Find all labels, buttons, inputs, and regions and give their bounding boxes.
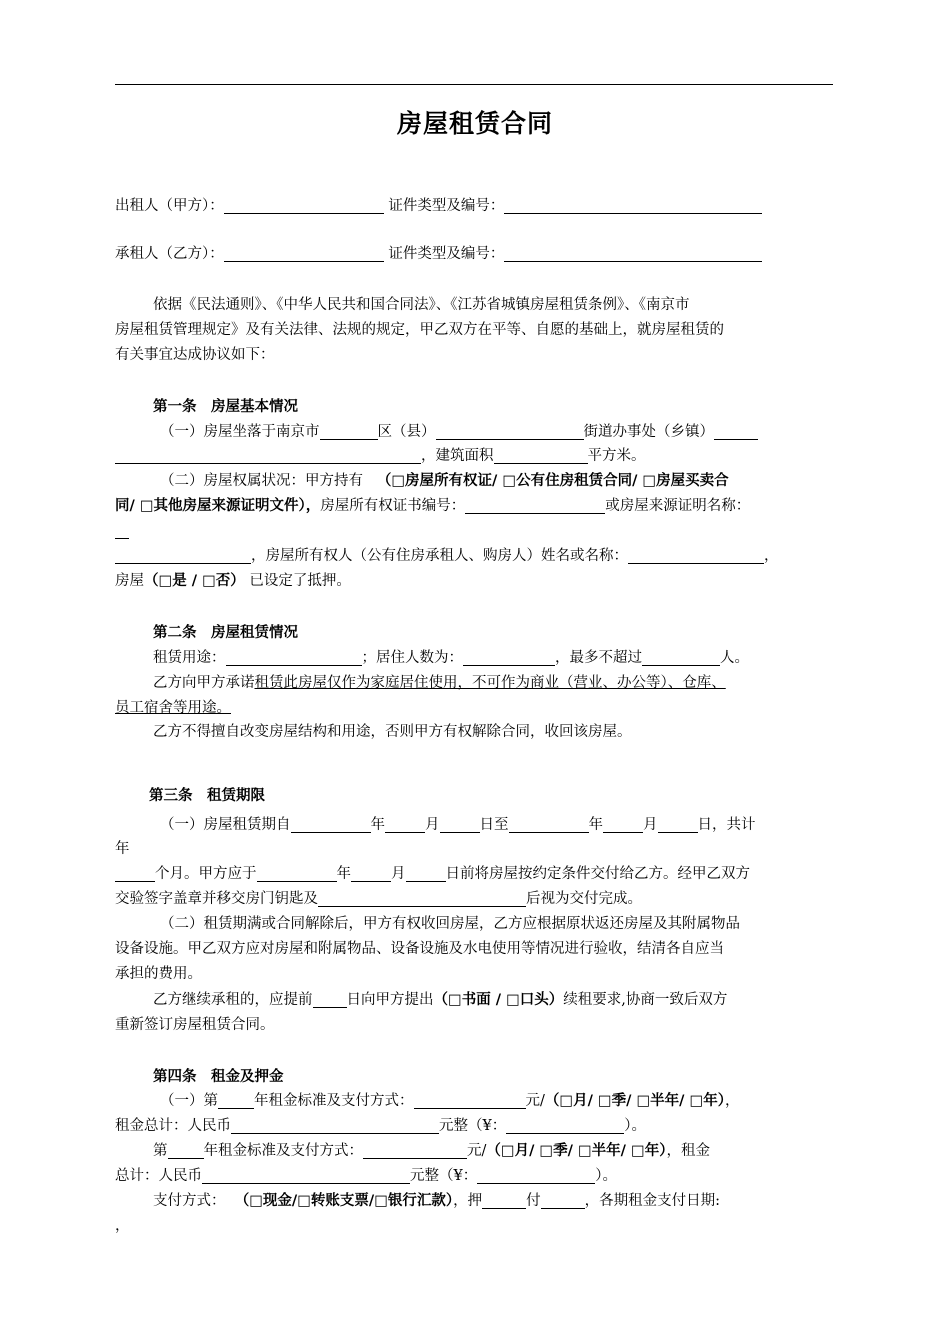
text: 元整（¥： [439,1118,507,1134]
a3-renew-line-2: 重新签订房屋租赁合同。 [115,1017,275,1033]
street-office-field[interactable] [436,423,584,440]
text: ）。 [624,1118,646,1134]
a2-promise-line [153,673,875,693]
a4-total-line-2 [115,1166,837,1186]
text: 人。 [720,650,749,666]
text: 续租要求,协商一致后双方 [563,992,728,1008]
source-name-field-start[interactable] [115,522,129,539]
a4-total-line-1 [115,1116,837,1136]
text: 年 [588,817,603,833]
article-2-heading: 第二条 房屋租赁情况 [153,625,298,641]
max-residents-field[interactable] [642,649,720,666]
intro-line: 有关事宜达成协议如下： [115,347,275,363]
start-month-field[interactable] [385,816,425,833]
text: 日至 [479,817,509,833]
a1-area-line [115,446,837,466]
text: 租金总计：人民币 [115,1118,231,1134]
certificate-number-field[interactable] [465,497,605,514]
a4-rent-line-1 [160,1091,882,1111]
start-year-field[interactable] [291,816,371,833]
a4-rent-line-2 [153,1141,875,1161]
rent-amount-2-field[interactable] [363,1142,467,1159]
mortgage-options[interactable]: （□是 / □否） [144,573,245,589]
text: ，最多不超过 [555,650,642,666]
rent-amount-1-field[interactable] [414,1092,526,1109]
text: 已设定了抵押。 [249,573,351,589]
text: ，租金 [666,1143,710,1159]
text: （一）房屋租赁期自 [160,817,291,833]
rent-total-1-field[interactable] [231,1117,439,1134]
promise-text: 租赁此房屋仅作为家庭居住使用，不可作为商业（营业、办公等）、仓库、 [254,675,726,691]
text: 或房屋来源证明名称： [605,498,751,514]
rent-period-options[interactable]: （□月/ □季/ □半年/ □年） [544,1093,725,1109]
end-year-field[interactable] [509,816,589,833]
ownership-options[interactable]: 同/ □其他房屋来源证明文件）， [115,498,321,514]
text: （一）第 [160,1093,218,1109]
text: 房屋 [115,573,144,589]
document-title: 房屋租赁合同 [396,109,553,138]
rent-period-options[interactable]: （□月/ □季/ □半年/ □年） [486,1143,667,1159]
lessee-line [115,244,837,264]
a3-delivery-line [115,864,837,884]
lessee-id-label: 证件类型及编号： [388,246,505,262]
pay-months-field[interactable] [541,1192,585,1209]
text: 日，共计 [697,817,756,833]
start-day-field[interactable] [440,816,480,833]
lessee-name-field[interactable] [224,245,384,262]
text: 年 [336,866,351,882]
a4-last-line: ， [115,1218,130,1234]
intro-line: 依据《民法通则》、《中华人民共和国合同法》、《江苏省城镇房屋租赁条例》、《南京市 [153,297,690,313]
text: 月 [391,866,406,882]
text: 元/ [525,1093,545,1109]
lessor-id-label: 证件类型及编号： [388,198,505,214]
text: 支付方式： [153,1193,226,1209]
text: 年 [370,817,385,833]
renew-method-options[interactable]: （□书面 / □口头） [433,992,564,1008]
lessee-label: 承租人（乙方）： [115,246,224,262]
text: ，各期租金支付日期: [584,1193,721,1209]
text: 交验签字盖章并移交房门钥匙及 [115,891,318,907]
text: ，建筑面积 [421,448,494,464]
months-field[interactable] [115,865,155,882]
text: 后视为交付完成。 [526,891,642,907]
a4-payment-line [153,1191,875,1211]
residents-field[interactable] [463,649,555,666]
lessor-line [115,196,837,216]
text: 日向甲方提出 [346,992,434,1008]
a3-year-line: 年 [115,841,130,857]
a2-use-line [153,648,875,668]
rent-total-2-number-field[interactable] [477,1167,595,1184]
text: 个月。甲方应于 [155,866,257,882]
a2-no-change-line: 乙方不得擅自改变房屋结构和用途，否则甲方有权解除合同，收回该房屋。 [153,724,632,740]
source-name-field[interactable] [115,547,251,564]
text: 乙方继续承租的，应提前 [153,992,313,1008]
a1-certificate-line [115,496,837,516]
delivery-day-field[interactable] [406,865,446,882]
article-4-heading: 第四条 租金及押金 [153,1069,284,1085]
promise-text: 员工宿舍等用途。 [115,700,231,716]
text: ）。 [595,1168,617,1184]
text: 区（县） [377,424,436,440]
town-field[interactable] [714,423,758,440]
rent-total-2-field[interactable] [202,1167,410,1184]
a1-owner-line [115,546,837,566]
a3-keys-line [115,889,837,909]
a1-mortgage-line [115,571,837,591]
a3-return-line: 设备设施。甲乙双方应对房屋和附属物品、设备设施及水电使用等情况进行验收，结清各自应当 [115,941,724,957]
handover-items-field[interactable] [318,890,526,907]
a1-ownership-line [160,471,834,491]
text: 租赁用途： [153,650,226,666]
text: 年租金标准及支付方式： [254,1093,414,1109]
lessor-label: 出租人（甲方）： [115,198,224,214]
district-field[interactable] [320,423,378,440]
text: 年租金标准及支付方式： [203,1143,363,1159]
text: 日前将房屋按约定条件交付给乙方。经甲乙双方 [445,866,750,882]
text: 付 [526,1193,541,1209]
a1-dash-line [115,521,837,541]
text: 乙方向甲方承诺 [153,675,255,691]
article-1-heading: 第一条 房屋基本情况 [153,399,298,415]
text: 房屋所有权证书编号： [320,498,466,514]
text: 元/ [467,1143,487,1159]
renew-days-field[interactable] [313,991,347,1008]
rent-year-1-field[interactable] [218,1092,254,1109]
text: ， [724,1093,740,1109]
text: 街道办事处（乡镇） [583,424,714,440]
text: 月 [425,817,440,833]
text: ， [764,548,779,564]
lessor-id-field[interactable] [504,197,762,214]
a3-return-line: 承担的费用。 [115,966,202,982]
rent-year-2-field[interactable] [168,1142,204,1159]
deposit-months-field[interactable] [482,1192,526,1209]
header-rule [115,84,833,85]
text: 元整（¥： [410,1168,478,1184]
a2-promise-line-2 [115,698,837,718]
rent-total-1-number-field[interactable] [506,1117,624,1134]
a3-return-line: （二）租赁期满或合同解除后，甲方有权收回房屋，乙方应根据原状返还房屋及其附属物品 [160,916,740,932]
text: 平方米。 [587,448,646,464]
address-detail-field[interactable] [115,447,421,464]
text: 总计：人民币 [115,1168,202,1184]
text: 月 [643,817,658,833]
text: ，房屋所有权人（公有住房承租人、购房人）姓名或名称： [251,548,628,564]
delivery-year-field[interactable] [257,865,337,882]
text: 第 [153,1143,168,1159]
owner-name-field[interactable] [628,547,764,564]
end-day-field[interactable] [658,816,698,833]
use-field[interactable] [226,649,362,666]
area-field[interactable] [494,447,588,464]
lessee-id-field[interactable] [504,245,762,262]
a3-term-line [160,815,882,835]
lessor-name-field[interactable] [224,197,384,214]
delivery-month-field[interactable] [351,865,391,882]
article-3-heading: 第三条 租赁期限 [149,788,265,804]
intro-line: 房屋租赁管理规定》及有关法律、法规的规定，甲乙双方在平等、自愿的基础上，就房屋租赁的 [115,322,724,338]
ownership-options[interactable]: （□房屋所有权证/ □公有住房租赁合同/ □房屋买卖合 [376,473,729,489]
a1-location-line [160,422,882,442]
text: ，押 [453,1193,483,1209]
payment-method-options[interactable]: （□现金/□转账支票/□银行汇款） [234,1193,454,1209]
text: ；居住人数为： [361,650,463,666]
text: （二）房屋权属状况：甲方持有 [160,473,363,489]
end-month-field[interactable] [603,816,643,833]
a3-renew-line [153,990,875,1010]
text: （一）房屋坐落于南京市 [160,424,320,440]
